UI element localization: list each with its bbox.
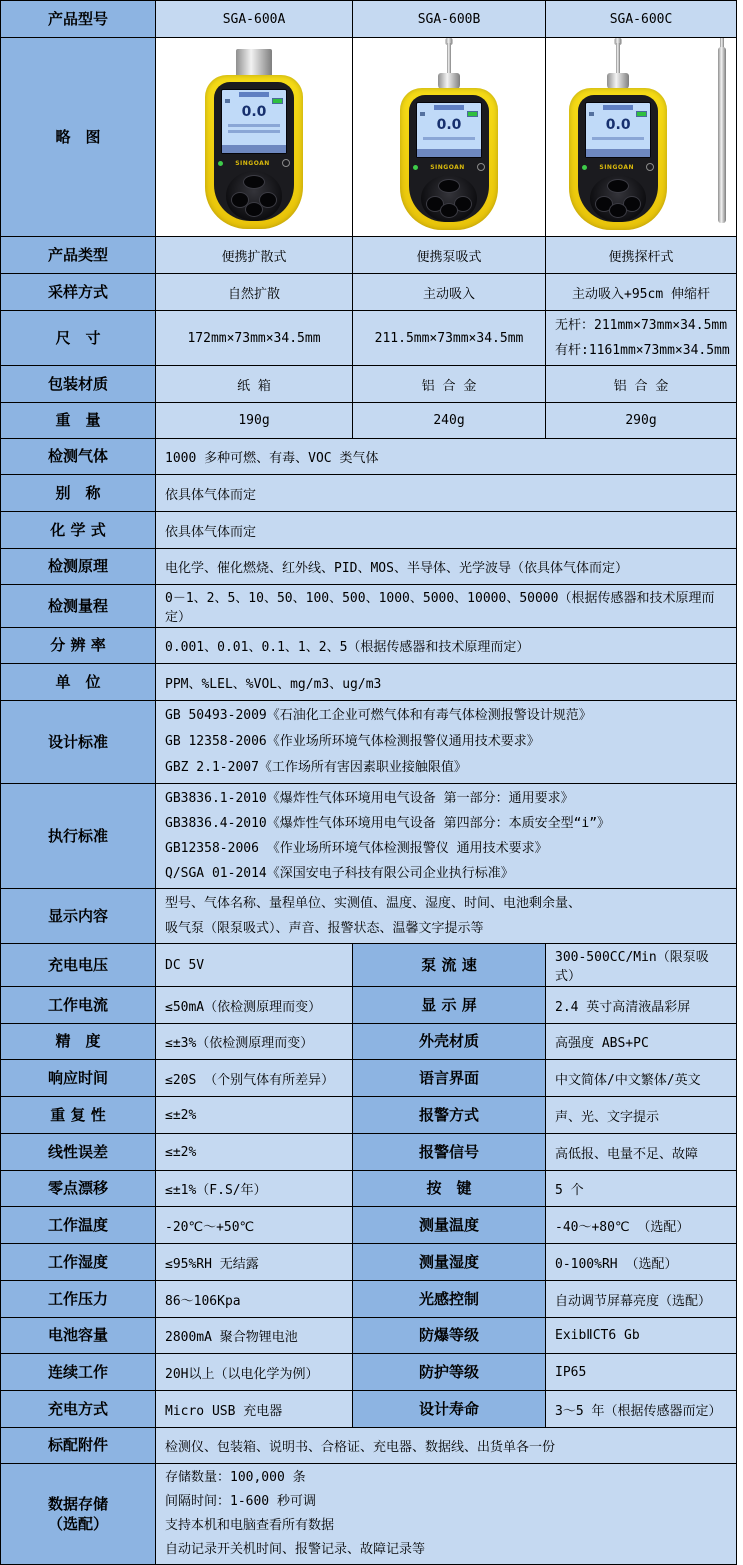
sensor-cap	[236, 49, 272, 77]
product-photo-sga-600a	[199, 43, 309, 233]
cell-value: 便携探杆式	[546, 237, 737, 274]
screen-status-row	[417, 110, 481, 117]
row-label: 测量湿度	[353, 1244, 546, 1281]
row-linearity-alarm-signal	[1, 1134, 737, 1171]
row-label: 设计标准	[1, 701, 156, 784]
cell-value: IP65	[546, 1354, 737, 1391]
cell-value: 0.001、0.01、0.1、1、2、5（根据传感器和技术原理而定）	[156, 628, 737, 664]
row-label: 语言界面	[353, 1060, 546, 1097]
screen-status-row	[586, 110, 650, 117]
cell-value: PPM、%LEL、%VOL、mg/m3、ug/m3	[156, 664, 737, 701]
row-label: 电池容量	[1, 1318, 156, 1354]
cell-value: 0－1、2、5、10、50、100、500、1000、5000、10000、50000（根据传感器和技术原理而定）	[156, 585, 737, 628]
screen-datetime-bar	[222, 145, 286, 153]
product-photo-sga-600c	[563, 43, 673, 233]
standard-line: GB3836.1-2010《爆炸性气体环境用电气设备 第一部分：通用要求》	[165, 791, 574, 806]
row-charge-voltage-pump-flow	[1, 944, 737, 987]
cell-value: 86～106Kpa	[156, 1281, 353, 1318]
row-label: 分 辨 率	[1, 628, 156, 664]
cell-value: ≤95%RH 无结露	[156, 1244, 353, 1281]
device-front-panel	[409, 95, 489, 222]
cell-value: 5 个	[546, 1171, 737, 1207]
battery-icon	[636, 111, 647, 117]
row-label: 外壳材质	[353, 1024, 546, 1060]
row-label: 响应时间	[1, 1060, 156, 1097]
standard-line: GBZ 2.1-2007《工作场所有害因素职业接触限值》	[165, 760, 467, 775]
button-pad	[226, 171, 282, 220]
row-label: 显 示 屏	[353, 987, 546, 1024]
power-icon	[646, 163, 654, 171]
cell-value: ≤±3%（依检测原理而变）	[156, 1024, 353, 1060]
status-led	[413, 165, 418, 170]
dimension-line: 有杆:1161mm×73mm×34.5mm	[555, 343, 730, 358]
brand-row	[218, 159, 290, 167]
cell-value: 172mm×73mm×34.5mm	[156, 311, 353, 366]
cell-value: 0-100%RH （选配）	[546, 1244, 737, 1281]
row-label	[1, 1464, 156, 1565]
status-led	[218, 161, 223, 166]
row-repeatability-alarm-mode	[1, 1097, 737, 1134]
cell-value: DC 5V	[156, 944, 353, 987]
row-label: 产品类型	[1, 237, 156, 274]
menu-button	[438, 179, 460, 193]
row-label: 泵 流 速	[353, 944, 546, 987]
model-name-b: SGA-600B	[353, 1, 546, 38]
model-name-c: SGA-600C	[546, 1, 737, 38]
standard-line: GB3836.4-2010《爆炸性气体环境用电气设备 第四部分：本质安全型“i”》	[165, 816, 611, 831]
screen-reading: 0.0	[241, 103, 267, 120]
cell-value: -20℃～+50℃	[156, 1207, 353, 1244]
display-content-line: 吸气泵（限泵吸式）、声音、报警状态、温馨文字提示等	[165, 921, 484, 936]
row-weight	[1, 403, 737, 439]
row-label: 工作湿度	[1, 1244, 156, 1281]
speaker-icon	[225, 99, 230, 103]
brand-row	[413, 163, 485, 171]
status-led	[582, 165, 587, 170]
storage-line: 存储数量：100,000 条	[165, 1470, 306, 1485]
row-zero-drift-buttons	[1, 1171, 737, 1207]
enter-button	[440, 203, 458, 218]
screen-status-row	[222, 97, 286, 104]
cell-value: Micro USB 充电器	[156, 1391, 353, 1428]
cell-value	[156, 701, 737, 784]
row-sketch	[1, 38, 737, 237]
row-label: 工作温度	[1, 1207, 156, 1244]
row-display-content	[1, 889, 737, 944]
product-photo-sga-600b	[394, 43, 504, 233]
row-detection-principle	[1, 549, 737, 585]
row-label: 化 学 式	[1, 512, 156, 549]
cell-value	[156, 1464, 737, 1565]
storage-line: 间隔时间：1-600 秒可调	[165, 1494, 316, 1509]
screen-reading: 0.0	[436, 116, 462, 133]
row-label: 防护等级	[353, 1354, 546, 1391]
row-label-product-model: 产品型号	[1, 1, 156, 38]
cell-value: 检测仪、包装箱、说明书、合格证、充电器、数据线、出货单各一份	[156, 1428, 737, 1464]
sketch-cell-a	[156, 38, 353, 237]
screen-info-line	[423, 137, 475, 140]
screen-reading: 0.0	[605, 116, 631, 133]
storage-line: 支持本机和电脑查看所有数据	[165, 1518, 335, 1533]
cell-value: 铝 合 金	[546, 366, 737, 403]
row-label: 光感控制	[353, 1281, 546, 1318]
row-battery-explosion-proof	[1, 1318, 737, 1354]
cell-value: 便携泵吸式	[353, 237, 546, 274]
row-label: 设计寿命	[353, 1391, 546, 1428]
cell-value: 20H以上（以电化学为例）	[156, 1354, 353, 1391]
device-front-panel	[578, 95, 658, 222]
cell-value: 190g	[156, 403, 353, 439]
row-label: 测量温度	[353, 1207, 546, 1244]
row-charging-method-design-life	[1, 1391, 737, 1428]
brand-label: SINGOAN	[599, 163, 634, 171]
cell-value: 2800mA 聚合物锂电池	[156, 1318, 353, 1354]
cell-value: 主动吸入	[353, 274, 546, 311]
cell-value: 依具体气体而定	[156, 512, 737, 549]
cell-value: 铝 合 金	[353, 366, 546, 403]
cell-value: 3～5 年（根据传感器而定）	[546, 1391, 737, 1428]
battery-icon	[272, 98, 283, 104]
standard-line: GB 50493-2009《石油化工企业可燃气体和有毒气体检测报警设计规范》	[165, 708, 592, 723]
row-label: 线性误差	[1, 1134, 156, 1171]
menu-button	[607, 179, 629, 193]
button-pad	[590, 175, 646, 221]
cell-value: 1000 多种可燃、有毒、VOC 类气体	[156, 439, 737, 475]
speaker-icon	[420, 112, 425, 116]
device-body	[205, 75, 303, 229]
cell-value	[546, 311, 737, 366]
model-name-a: SGA-600A	[156, 1, 353, 38]
cell-value: 300-500CC/Min（限泵吸式）	[546, 944, 737, 987]
row-units	[1, 664, 737, 701]
battery-icon	[467, 111, 478, 117]
row-label: 工作压力	[1, 1281, 156, 1318]
row-label: 显示内容	[1, 889, 156, 944]
cell-value: 主动吸入+95cm 伸缩杆	[546, 274, 737, 311]
row-working-humidity-measure-humidity	[1, 1244, 737, 1281]
screen-info-line	[592, 137, 644, 140]
row-alias	[1, 475, 737, 512]
row-detection-range	[1, 585, 737, 628]
row-label: 单 位	[1, 664, 156, 701]
device-screen	[416, 102, 482, 159]
power-icon	[477, 163, 485, 171]
cell-value: 中文简体/中文繁体/英文	[546, 1060, 737, 1097]
screen-info-line	[228, 124, 280, 127]
power-icon	[282, 159, 290, 167]
cell-value: 290g	[546, 403, 737, 439]
cell-value: -40～+80℃ （选配）	[546, 1207, 737, 1244]
row-label: 工作电流	[1, 987, 156, 1024]
row-accuracy-shell	[1, 1024, 737, 1060]
telescopic-rod	[718, 47, 726, 223]
speaker-icon	[589, 112, 594, 116]
row-working-pressure-light-control	[1, 1281, 737, 1318]
cell-value: 自动调节屏幕亮度（选配）	[546, 1281, 737, 1318]
standard-line: GB 12358-2006《作业场所环境气体检测报警仪通用技术要求》	[165, 734, 540, 749]
row-label: 防爆等级	[353, 1318, 546, 1354]
row-detected-gases	[1, 439, 737, 475]
enter-button	[609, 203, 627, 218]
row-label: 连续工作	[1, 1354, 156, 1391]
row-label: 采样方式	[1, 274, 156, 311]
brand-row	[582, 163, 654, 171]
cell-value: 声、光、文字提示	[546, 1097, 737, 1134]
row-label: 报警方式	[353, 1097, 546, 1134]
cell-value: 自然扩散	[156, 274, 353, 311]
cell-value: ≤±2%	[156, 1097, 353, 1134]
device-screen	[585, 102, 651, 159]
cell-value: 240g	[353, 403, 546, 439]
cell-value	[156, 889, 737, 944]
device-body	[569, 88, 667, 230]
standard-line: GB12358-2006 《作业场所环境气体检测报警仪 通用技术要求》	[165, 841, 548, 856]
cell-value: ≤20S （个别气体有所差异）	[156, 1060, 353, 1097]
screen-datetime-bar	[417, 149, 481, 157]
row-data-storage	[1, 1464, 737, 1565]
cell-value: ≤±1%（F.S/年）	[156, 1171, 353, 1207]
display-content-line: 型号、气体名称、量程单位、实测值、温度、湿度、时间、电池剩余量、	[165, 896, 582, 911]
row-label: 执行标准	[1, 784, 156, 889]
row-product-model	[1, 1, 737, 38]
row-product-type	[1, 237, 737, 274]
row-working-temp-measure-temp	[1, 1207, 737, 1244]
row-label: 报警信号	[353, 1134, 546, 1171]
enter-button	[245, 202, 263, 217]
brand-label: SINGOAN	[430, 163, 465, 171]
cell-value: ≤50mA（依检测原理而变）	[156, 987, 353, 1024]
sketch-cell-b	[353, 38, 546, 237]
row-standard-accessories	[1, 1428, 737, 1464]
brand-label: SINGOAN	[235, 159, 270, 167]
row-label: 检测气体	[1, 439, 156, 475]
row-sampling-method	[1, 274, 737, 311]
storage-line: 自动记录开关机时间、报警记录、故障记录等	[165, 1542, 426, 1557]
cell-value: 高低报、电量不足、故障	[546, 1134, 737, 1171]
row-design-standards	[1, 701, 737, 784]
row-response-time-language	[1, 1060, 737, 1097]
cell-value	[156, 784, 737, 889]
row-label: 重 量	[1, 403, 156, 439]
device-screen	[221, 89, 287, 155]
screen-info-line	[228, 130, 280, 133]
cell-value: 电化学、催化燃烧、红外线、PID、MOS、半导体、光学波导（依具体气体而定）	[156, 549, 737, 585]
standard-line: Q/SGA 01-2014《深国安电子科技有限公司企业执行标准》	[165, 866, 514, 881]
cell-value: ExibⅡCT6 Gb	[546, 1318, 737, 1354]
cell-value: 依具体气体而定	[156, 475, 737, 512]
row-execution-standards	[1, 784, 737, 889]
row-label: 检测量程	[1, 585, 156, 628]
row-label: 重 复 性	[1, 1097, 156, 1134]
menu-button	[243, 175, 265, 189]
row-label: 标配附件	[1, 1428, 156, 1464]
row-label: 零点漂移	[1, 1171, 156, 1207]
row-label: 检测原理	[1, 549, 156, 585]
cell-value: 211.5mm×73mm×34.5mm	[353, 311, 546, 366]
row-label: 别 称	[1, 475, 156, 512]
device-body	[400, 88, 498, 230]
cell-value: 高强度 ABS+PC	[546, 1024, 737, 1060]
cell-value: 2.4 英寸高清液晶彩屏	[546, 987, 737, 1024]
row-packaging	[1, 366, 737, 403]
row-working-current-display	[1, 987, 737, 1024]
row-label: 充电方式	[1, 1391, 156, 1428]
pump-probe	[447, 43, 451, 75]
row-label: 按 键	[353, 1171, 546, 1207]
storage-label-line: 数据存储	[47, 1494, 108, 1513]
cell-value: 便携扩散式	[156, 237, 353, 274]
row-label: 充电电压	[1, 944, 156, 987]
row-label: 精 度	[1, 1024, 156, 1060]
button-pad	[421, 175, 477, 221]
row-label: 包装材质	[1, 366, 156, 403]
row-label-sketch: 略 图	[1, 38, 156, 237]
dimension-line: 无杆：211mm×73mm×34.5mm	[555, 318, 728, 333]
screen-datetime-bar	[586, 149, 650, 157]
cell-value: 纸 箱	[156, 366, 353, 403]
row-resolution	[1, 628, 737, 664]
row-continuous-work-protection	[1, 1354, 737, 1391]
row-label: 尺 寸	[1, 311, 156, 366]
row-chemical-formula	[1, 512, 737, 549]
storage-label-line: （选配）	[47, 1515, 108, 1533]
cell-value: ≤±2%	[156, 1134, 353, 1171]
row-dimensions	[1, 311, 737, 366]
pump-probe	[616, 43, 620, 75]
device-front-panel	[214, 82, 294, 221]
sketch-cell-c	[546, 38, 737, 237]
